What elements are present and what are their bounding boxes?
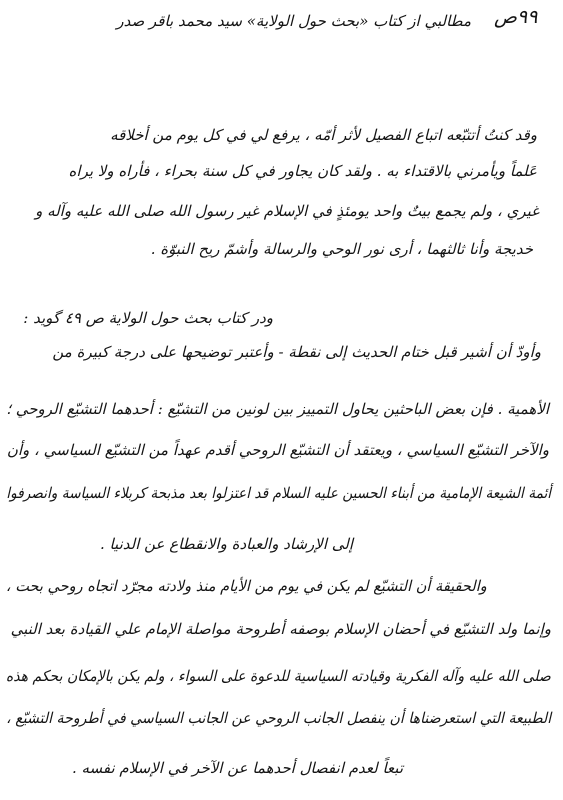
text-line: والحقيقة أن التشيّع لم يكن في يوم من الأيام منذ ولادته مجرّد اتجاه روحي بحت ، (6, 577, 487, 595)
text-line: أئمة الشيعة الإمامية من أبناء الحسين عليه السلام قد اعتزلوا بعد مذبحة كربلاء السياسة وانصرفوا (6, 484, 551, 502)
text-line: غيري ، ولم يجمع بيتٌ واحد يومئذٍ في الإسلام غير رسول الله صلى الله عليه وآله و (35, 202, 539, 220)
text-line: خديجة وأنا ثالثهما ، أرى نور الوحي والرسالة وأشمّ ريح النبوّة . (150, 240, 533, 258)
text-line: وقد كنتُ أتتبّعه اتباع الفصيل لأثر أمّه ، يرفع لي في كل يوم من أخلاقه (110, 126, 537, 144)
text-line: عَلماً ويأمرني بالاقتداء به . ولقد كان يجاور في كل سنة بحراء ، فأراه ولا يراه (68, 162, 537, 180)
text-line: تبعاً لعدم انفصال أحدهما عن الآخر في الإسلام نفسه . (71, 759, 403, 777)
text-line: وإنما ولد التشيّع في أحضان الإسلام بوصفه أطروحة مواصلة الإمام علي القيادة بعد النبي (10, 620, 551, 638)
text-line: وأودّ أن أشير قبل ختام الحديث إلى نقطة - وأعتبر توضيحها على درجة كبيرة من (52, 343, 541, 361)
text-line: إلى الإرشاد والعبادة والانقطاع عن الدنيا . (99, 535, 353, 553)
text-line: ودر كتاب بحث حول الولاية ص ٤٩ گويد : (23, 309, 273, 327)
text-line: الطبيعة التي استعرضناها أن ينفصل الجانب الروحي عن الجانب السياسي في أطروحة التشيّع ، (6, 709, 551, 727)
text-line: صلى الله عليه وآله الفكرية وقيادته السياسية للدعوة على السواء ، ولم يكن بالإمكان بحكم هذه (6, 667, 551, 685)
text-line: والآخر التشيّع السياسي ، ويعتقد أن التشيّع الروحي أقدم عهداً من التشيّع السياسي ، وأن (6, 441, 549, 459)
text-line: الأهمية . فإن بعض الباحثين يحاول التمييز بين لونين من التشيّع : أحدهما التشيّع الروحي ؛ (6, 400, 549, 418)
page-number: ٩٩ص (494, 6, 538, 28)
page-header: مطالبي از كتاب «بحث حول الولاية» سيد محمد باقر صدر (116, 12, 471, 30)
